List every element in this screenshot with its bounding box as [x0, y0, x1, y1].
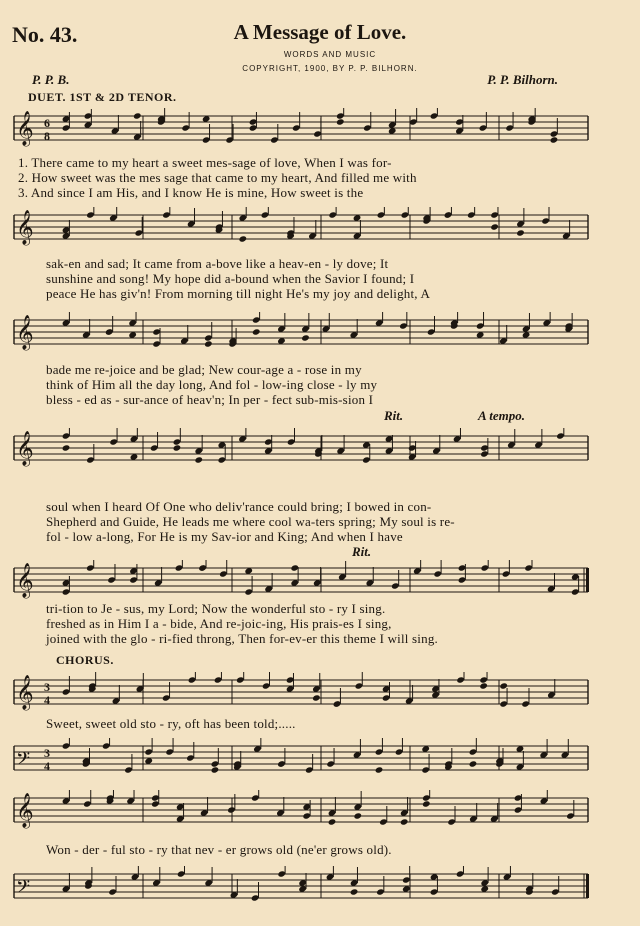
svg-text:𝄞: 𝄞: [16, 563, 34, 598]
svg-text:𝄢: 𝄢: [16, 749, 31, 774]
lyric-line: fol - low a-long, For He is my Sav-ior and King; And when I have: [46, 529, 403, 544]
composer-name: P. P. Bilhorn.: [487, 72, 558, 87]
lyric-line: sunshine and song! My hope did a-bound when the Savior I found; I: [46, 271, 415, 286]
lyric-line: freshed as in Him I a - bide, And re-joic-ing, His prais-es I sing,: [46, 616, 392, 631]
lyric-line: Won - der - ful sto - ry that nev - er grows old (ne'er grows old).: [46, 842, 392, 857]
voice-part-label: DUET. 1ST & 2D TENOR.: [28, 90, 177, 104]
lyric-line: bade me re-joice and be glad; New cour-age a - rose in my: [46, 362, 362, 377]
music-staff: [0, 738, 640, 778]
svg-text:𝄞: 𝄞: [16, 111, 34, 146]
svg-text:4: 4: [44, 693, 50, 707]
music-staff: [0, 312, 640, 360]
lyric-line: peace He has giv'n! From morning till night He's my joy and delight, A: [46, 286, 431, 301]
tempo-a-tempo: A tempo.: [478, 408, 525, 423]
lyric-line: 1. There came to my heart a sweet mes-sage of love, When I was for-: [18, 155, 392, 170]
hymn-title: A Message of Love.: [233, 20, 407, 44]
music-staff: [0, 866, 640, 906]
svg-text:3: 3: [44, 746, 50, 760]
svg-text:4: 4: [44, 759, 50, 773]
svg-text:𝄞: 𝄞: [16, 793, 34, 828]
lyric-line: Shepherd and Guide, He leads me where cool wa-ters spring; My soul is re-: [46, 514, 455, 529]
svg-text:6: 6: [44, 116, 50, 130]
author-initials: P. P. B.: [32, 72, 70, 87]
svg-text:𝄢: 𝄢: [16, 877, 31, 902]
credit-words-music: WORDS AND MUSIC: [283, 50, 377, 59]
tempo-ritardando: Rit.: [384, 408, 404, 423]
music-staff: [0, 790, 640, 830]
svg-text:8: 8: [44, 129, 50, 143]
lyric-line: think of Him all the day long, And fol - low-ing close - ly my: [46, 377, 378, 392]
svg-text:𝄞: 𝄞: [16, 431, 34, 466]
lyric-line: joined with the glo - ri-fied throng, Then for-ev-er this theme I will sing.: [46, 631, 438, 646]
hymn-number: No. 43.: [12, 22, 78, 47]
lyric-line: 2. How sweet was the mes sage that came to my heart, And filled me with: [18, 170, 417, 185]
lyric-line: soul when I heard Of One who deliv'rance could bring; I bowed in con-: [46, 499, 432, 514]
lyric-line: sak-en and sad; It came from a-bove like a heav-en - ly dove; It: [46, 256, 389, 271]
lyric-line: bless - ed as - sur-ance of heav'n; In per - fect sub-mis-sion I: [46, 392, 374, 407]
lyric-line: 3. And since I am His, and I know He is mine, How sweet is the: [18, 185, 364, 200]
svg-text:𝄞: 𝄞: [16, 210, 34, 245]
music-staff: [0, 428, 640, 476]
tempo-ritardando: Rit.: [352, 544, 372, 559]
lyric-line: Sweet, sweet old sto - ry, oft has been told;.....: [46, 716, 296, 731]
music-staff: [0, 207, 640, 255]
lyric-line: tri-tion to Je - sus, my Lord; Now the wonderful sto - ry I sing.: [46, 601, 386, 616]
svg-text:3: 3: [44, 680, 50, 694]
chorus-label: CHORUS.: [56, 653, 114, 667]
credit-copyright: COPYRIGHT, 1900, BY P. P. BILHORN.: [242, 64, 418, 73]
music-staff: [0, 672, 640, 712]
svg-text:𝄞: 𝄞: [16, 315, 34, 350]
music-staff: [0, 108, 640, 156]
svg-text:𝄞: 𝄞: [16, 675, 34, 710]
